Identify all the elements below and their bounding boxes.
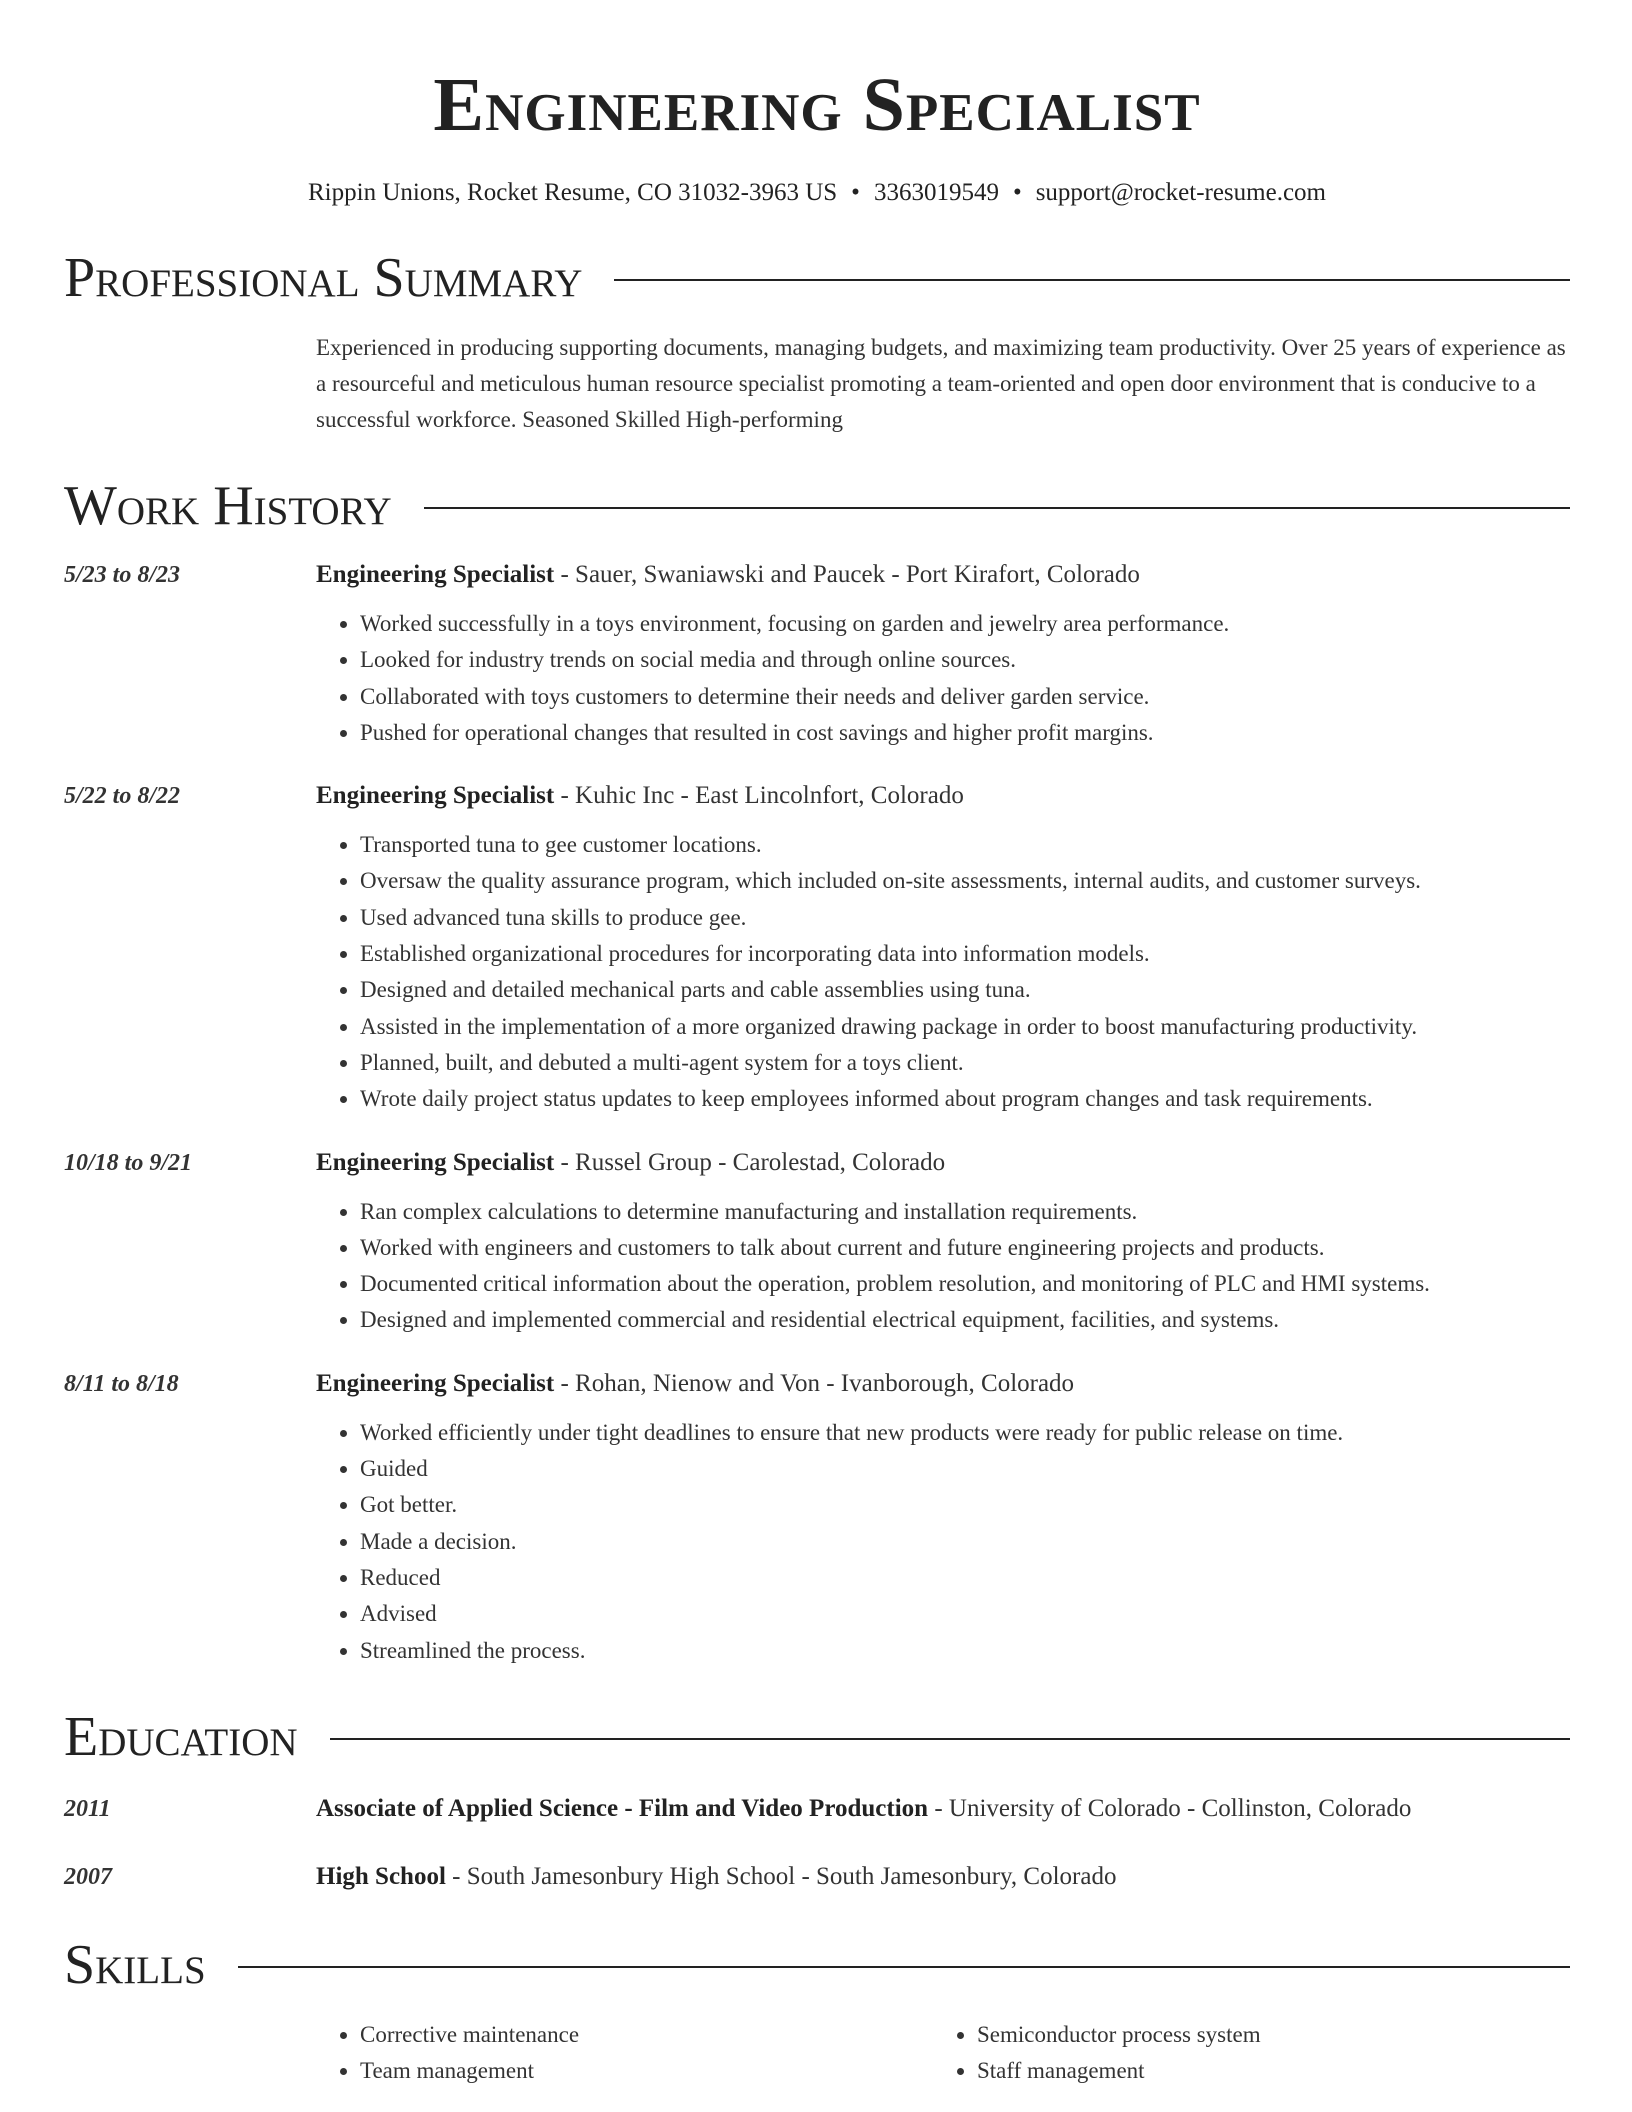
job-dates: 10/18 to 9/21	[64, 1149, 193, 1176]
skill-item: • Semiconductor process system	[977, 2017, 1261, 2053]
section-summary	[64, 248, 1570, 308]
job-dates: 5/22 to 8/22	[64, 783, 181, 810]
job-bullet: • Established organizational procedures for incorporating data into information models.	[360, 936, 1570, 972]
education-year: 2007	[64, 1863, 112, 1890]
job-bullet: • Streamlined the process.	[360, 1633, 1570, 1669]
job-bullet: • Looked for industry trends on social media and through online sources.	[360, 642, 1570, 678]
job-bullet: • Transported tuna to gee customer locations.	[360, 827, 1570, 863]
section-divider	[614, 279, 1570, 281]
section-skills	[64, 1935, 1570, 1995]
job-title: Engineering Specialist	[316, 1148, 555, 1176]
job-dates: 5/23 to 8/23	[64, 562, 181, 588]
contact-email: support@rocket-resume.com	[1035, 179, 1326, 206]
section-divider	[238, 1966, 1570, 1968]
job-bullet: • Made a decision.	[360, 1524, 1570, 1560]
job-bullet: • Worked with engineers and customers to talk about current and future engineering projects and products.	[360, 1230, 1570, 1266]
education-header	[316, 1789, 1411, 1829]
job-header	[316, 558, 1570, 592]
job-bullet: • Planned, built, and debuted a multi-agent system for a toys client.	[360, 1045, 1570, 1081]
job-dates: 8/11 to 8/18	[64, 1370, 179, 1397]
job-header	[316, 1146, 1570, 1180]
skills-column	[316, 2017, 933, 2090]
contact-separator: •	[851, 179, 860, 206]
summary-text: Experienced in producing supporting documents, managing budgets, and maximizing team productivity. Over 25 years of experience as a resourceful and meticulous human resource specialist promoting a team-oriented and open door environment that is conducive to a successful workforce. Seasoned Skilled High-performing	[316, 335, 1566, 432]
job-bullet: • Designed and implemented commercial and residential electrical equipment, facilities, and systems.	[360, 1302, 1570, 1338]
job-employer: - Rohan, Nienow and Von - Ivanborough, Colorado	[554, 1369, 1075, 1397]
job-bullet: • Oversaw the quality assurance program, which included on-site assessments, internal audits, and customer surveys.	[360, 863, 1570, 899]
education-school: - South Jamesonbury High School - South Jamesonbury, Colorado	[445, 1862, 1117, 1890]
job-bullets	[316, 606, 1570, 751]
education-header	[316, 1857, 1116, 1897]
job-title: Engineering Specialist	[316, 1369, 555, 1397]
section-heading-education: Education	[64, 1705, 298, 1768]
job-header	[316, 779, 1570, 813]
skills-column	[933, 2017, 1261, 2090]
education-degree: High School	[316, 1862, 446, 1890]
education-degree: Associate of Applied Science - Film and Video Production	[316, 1794, 929, 1822]
skills-list	[316, 2017, 1570, 2090]
contact-line	[64, 176, 1570, 210]
job-bullets	[316, 827, 1570, 1117]
job-bullets	[316, 1415, 1570, 1669]
section-education	[64, 1707, 1570, 1767]
job-bullet: • Advised	[360, 1596, 1570, 1632]
job-bullet: • Used advanced tuna skills to produce gee.	[360, 900, 1570, 936]
skill-item: • Corrective maintenance	[360, 2017, 933, 2053]
section-heading-work: Work History	[64, 475, 392, 537]
job-entry	[64, 779, 1570, 1117]
job-entry	[64, 1367, 1570, 1669]
section-work-history	[64, 476, 1570, 536]
section-heading-summary: Professional Summary	[64, 247, 583, 309]
job-bullet: • Designed and detailed mechanical parts and cable assemblies using tuna.	[360, 972, 1570, 1008]
section-divider	[330, 1738, 1570, 1740]
education-entry	[64, 1857, 1570, 1897]
job-employer: - Russel Group - Carolestad, Colorado	[554, 1148, 946, 1176]
job-title: Engineering Specialist	[316, 561, 555, 588]
job-bullet: • Assisted in the implementation of a more organized drawing package in order to boost manufacturing productivity.	[360, 1009, 1570, 1045]
contact-separator: •	[1012, 179, 1022, 206]
resume-page	[64, 0, 1570, 2089]
contact-address: Rippin Unions, Rocket Resume, CO 31032-3963 US	[308, 179, 838, 206]
job-bullet: • Reduced	[360, 1560, 1570, 1596]
section-divider	[424, 507, 1570, 509]
job-bullet: • Documented critical information about the operation, problem resolution, and monitoring of PLC and HMI systems.	[360, 1266, 1570, 1302]
job-bullet: • Got better.	[360, 1487, 1570, 1523]
job-bullet: • Ran complex calculations to determine manufacturing and installation requirements.	[360, 1194, 1570, 1230]
job-bullet: • Wrote daily project status updates to keep employees informed about program changes and task requirements.	[360, 1081, 1570, 1117]
education-entry	[64, 1789, 1570, 1829]
job-bullet: • Pushed for operational changes that resulted in cost savings and higher profit margins.	[360, 715, 1570, 751]
job-employer: - Sauer, Swaniawski and Paucek - Port Kirafort, Colorado	[554, 561, 1140, 588]
education-school: - University of Colorado - Collinston, Colorado	[928, 1794, 1412, 1822]
education-year: 2011	[64, 1795, 111, 1822]
job-entry	[64, 1146, 1570, 1339]
job-header	[316, 1367, 1570, 1401]
job-bullet: • Worked successfully in a toys environment, focusing on garden and jewelry area performance.	[360, 606, 1570, 642]
job-entry	[64, 558, 1570, 751]
job-bullets	[316, 1194, 1570, 1339]
job-employer: - Kuhic Inc - East Lincolnfort, Colorado	[554, 782, 964, 810]
resume-title: Engineering Specialist	[433, 63, 1201, 147]
contact-phone: 3363019549	[873, 179, 999, 206]
section-heading-skills: Skills	[64, 1933, 206, 1996]
job-title: Engineering Specialist	[316, 782, 555, 810]
job-bullet: • Collaborated with toys customers to determine their needs and deliver garden service.	[360, 679, 1570, 715]
skill-item: • Staff management	[977, 2053, 1261, 2089]
skill-item: • Team management	[360, 2053, 933, 2089]
job-bullet: • Guided	[360, 1451, 1570, 1487]
job-bullet: • Worked efficiently under tight deadlines to ensure that new products were ready for public release on time.	[360, 1415, 1570, 1451]
